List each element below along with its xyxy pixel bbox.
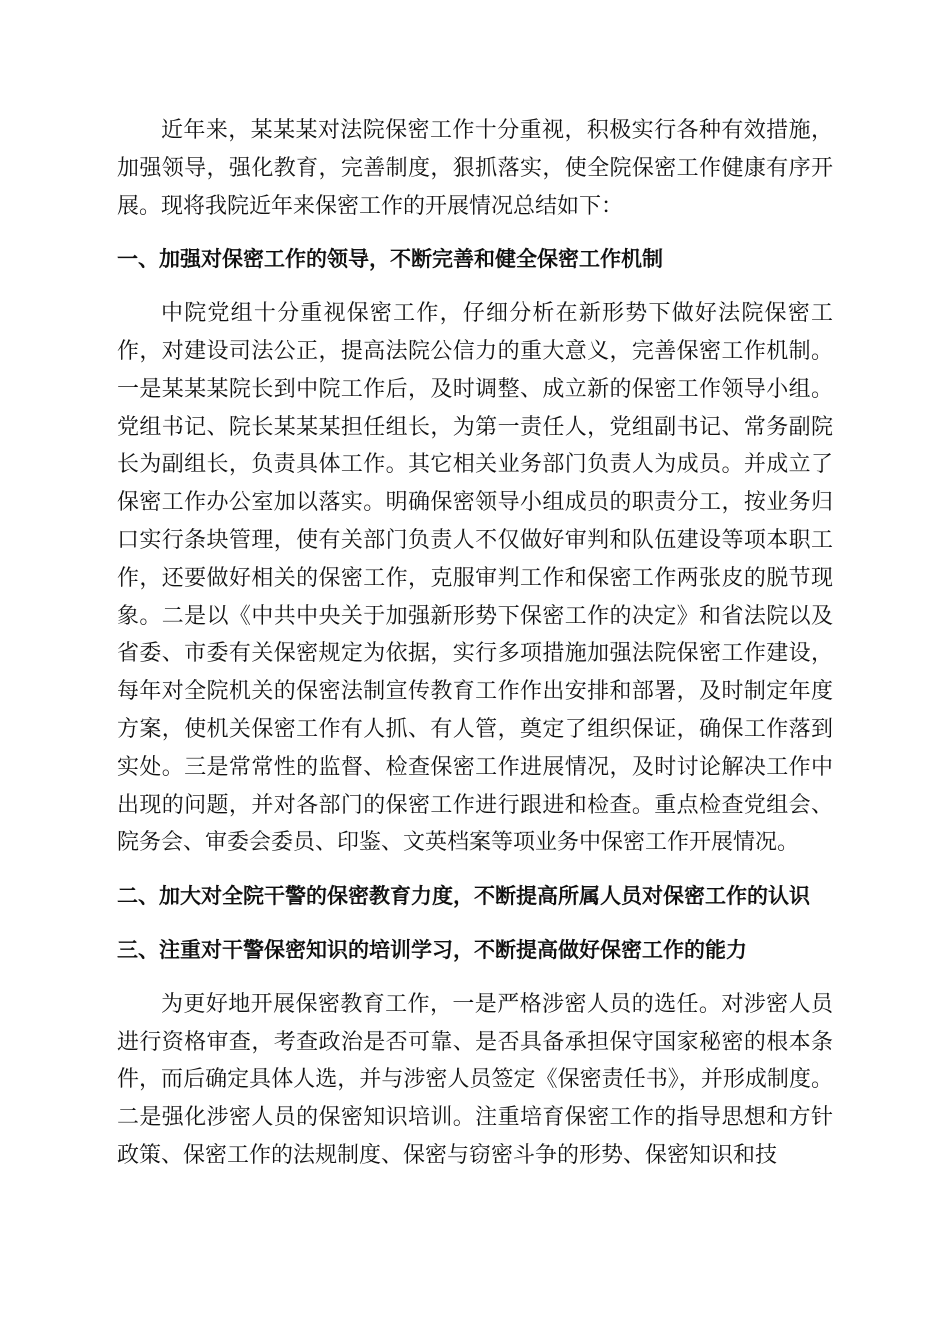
section-1-body: 中院党组十分重视保密工作，仔细分析在新形势下做好法院保密工作，对建设司法公正，提高法院公信力的重大意义，完善保密工作机制。一是某某某院长到中院工作后，及时调整、成立新的保密工作领导小组。党组书记、院长某某某担任组长，为第一责任人，党组副书记、常务副院长为副组长，负责具体工作。其它相关业务部门负责人为成员。并成立了保密工作办公室加以落实。明确保密领导小组成员的职责分工，按业务归口实行条块管理，使有关部门负责人不仅做好审判和队伍建设等项本职工作，还要做好相关的保密工作，克服审判工作和保密工作两张皮的脱节现象。二是以《中共中央关于加强新形势下保密工作的决定》和省法院以及省委、市委有关保密规定为依据，实行多项措施加强法院保密工作建设，每年对全院机关的保密法制宣传教育工作作出安排和部署，及时制定年度方案，使机关保密工作有人抓、有人管，奠定了组织保证，确保工作落到实处。三是常常性的监督、检查保密工作进展情况，及时讨论解决工作中出现的问题，并对各部门的保密工作进行跟进和检查。重点检查党组会、院务会、审委会委员、印鉴、文英档案等项业务中保密工作开展情况。 (117, 301, 833, 856)
section-2-heading: 二、加大对全院干警的保密教育力度，不断提高所属人员对保密工作的认识 (117, 884, 810, 909)
intro-paragraph: 近年来，某某某对法院保密工作十分重视，积极实行各种有效措施，加强领导，强化教育，完善制度，狠抓落实，使全院保密工作健康有序开展。现将我院近年来保密工作的开展情况总结如下： (117, 118, 833, 219)
document-page (117, 112, 833, 1191)
section-3-body: 为更好地开展保密教育工作，一是严格涉密人员的选任。对涉密人员进行资格审查，考查政治是否可靠、是否具备承担保守国家秘密的根本条件，而后确定具体人选，并与涉密人员签定《保密责任书》，并形成制度。二是强化涉密人员的保密知识培训。注重培育保密工作的指导思想和方针政策、保密工作的法规制度、保密与窃密斗争的形势、保密知识和技 (117, 991, 833, 1168)
section-1-heading: 一、加强对保密工作的领导，不断完善和健全保密工作机制 (117, 247, 663, 272)
section-3-heading: 三、注重对干警保密知识的培训学习，不断提高做好保密工作的能力 (117, 937, 747, 962)
